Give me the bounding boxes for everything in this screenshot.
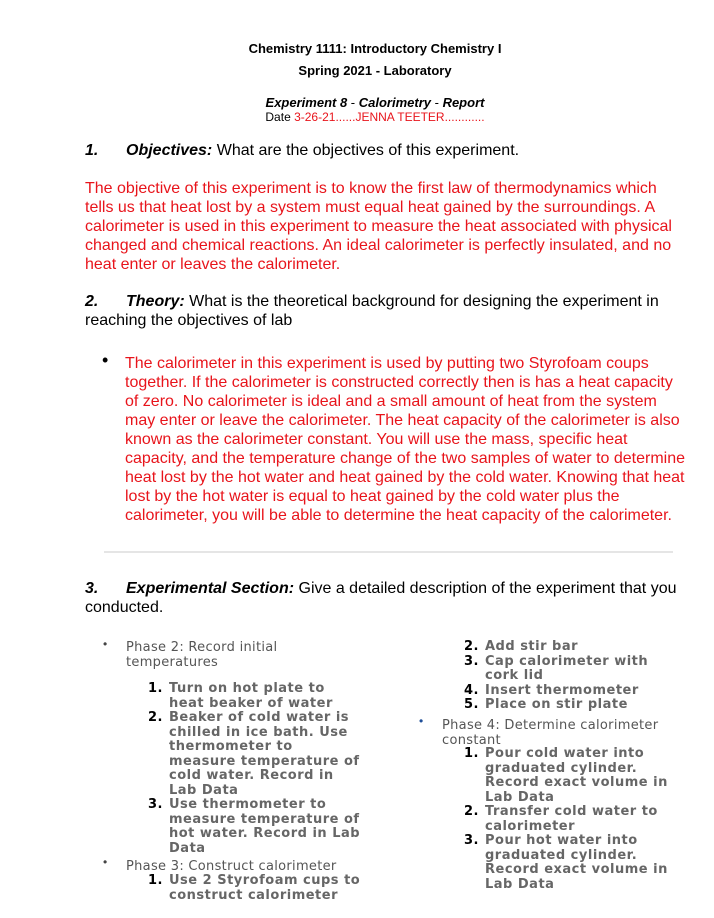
phase-2-step: 2. Beaker of cold water is chilled in ice bath. Use thermometer to measure temperature of cold water. Record in Lab Data — [148, 710, 360, 798]
phase-3-steps-start — [148, 873, 364, 903]
theory-answer: The calorimeter in this experiment is used by putting two Styrofoam coups together. If the calorimeter is constructed correctly then is has a heat capacity of zero. No calorimeter is ideal and a small amount of heat from the system may enter or leave the calorimeter. The heat capacity of the calorimeter is also known as the calorimeter constant. You will use the mass, specific heat capacity, and the temperature change of the two samples of water to determine heat lost by the hot water and heat gained by the cold water. Knowing that heat lost by the hot water is equal to heat gained by the cold water plus the calorimeter, you will be able to determine the heat capacity of the calorimeter. — [125, 355, 686, 524]
phase-3-step: 3. Cap calorimeter with cork lid — [464, 653, 649, 683]
section-3-number: 3. — [85, 580, 99, 597]
phase-4-step: 3. Pour hot water into graduated cylinder. Record exact volume in Lab Data — [464, 833, 668, 892]
experiment-sep-1: - — [347, 95, 359, 110]
section-2-number: 2. — [85, 293, 99, 310]
section-3-heading — [85, 579, 685, 617]
phase-3-step: 1. Use 2 Styrofoam cups to construct calorimeter — [148, 873, 361, 903]
phase-4-title: Phase 4: Determine calorimeter constant — [442, 718, 659, 748]
date-line — [0, 110, 714, 124]
phase-4-bullet: • — [419, 714, 424, 728]
section-2-heading — [85, 292, 685, 330]
course-title: Chemistry 1111: Introductory Chemistry I — [248, 41, 502, 56]
section-divider — [104, 551, 673, 553]
phase-2-bullet: • — [103, 637, 108, 651]
phase-3-title: Phase 3: Construct calorimeter — [126, 859, 337, 874]
section-1-heading — [85, 141, 519, 160]
section-1-title: Objectives: — [126, 142, 213, 159]
section-1-prompt: What are the objectives of this experiment. — [212, 142, 520, 159]
phase-3-step: 5. Place on stir plate — [464, 697, 628, 712]
phase-3-bullet: • — [103, 855, 108, 869]
section-1-number: 1. — [85, 142, 99, 159]
phase-4-steps — [464, 746, 675, 892]
phase-3-step: 4. Insert thermometer — [464, 682, 639, 698]
phase-2-step: 3. Use thermometer to measure temperature of hot water. Record in Lab Data — [148, 797, 361, 856]
phase-2-title: Phase 2: Record initial temperatures — [126, 640, 278, 670]
theory-bullet: • — [102, 350, 109, 370]
experiment-title — [0, 95, 714, 110]
date-value: 3-26-21......JENNA TEETER............ — [294, 110, 485, 124]
phase-4-step: 2. Transfer cold water to calorimeter — [464, 804, 658, 834]
section-3-prompt: Give a detailed description of the experiment that you conducted. — [85, 580, 677, 616]
experiment-sep-2: - — [431, 95, 443, 110]
experiment-name: Calorimetry — [358, 95, 431, 110]
section-2-title: Theory: — [126, 293, 185, 310]
phase-3-step: 2. Add stir bar — [464, 639, 579, 654]
section-3-title: Experimental Section: — [126, 580, 295, 597]
phase-3-steps-cont — [464, 639, 675, 713]
phase-2-step: 1. Turn on hot plate to heat beaker of water — [148, 681, 333, 711]
phase-2-steps — [148, 681, 364, 856]
phase-4-step: 1. Pour cold water into graduated cylinder. Record exact volume in Lab Data — [464, 746, 668, 805]
section-2-prompt: What is the theoretical background for designing the experiment in reaching the objectives of lab — [85, 293, 659, 329]
date-label: Date — [265, 110, 295, 124]
experiment-number: Experiment 8 — [265, 95, 348, 110]
experiment-type: Report — [442, 95, 485, 110]
objectives-answer: The objective of this experiment is to know the first law of thermodynamics which tells us that heat lost by a system must equal heat gained by the surroundings. A calorimeter is used in this experiment to measure the heat associated with physical changed and chemical reactions. An ideal calorimeter is perfectly insulated, and no heat enter or leaves the calorimeter. — [85, 180, 672, 273]
term-title: Spring 2021 - Laboratory — [298, 63, 452, 78]
